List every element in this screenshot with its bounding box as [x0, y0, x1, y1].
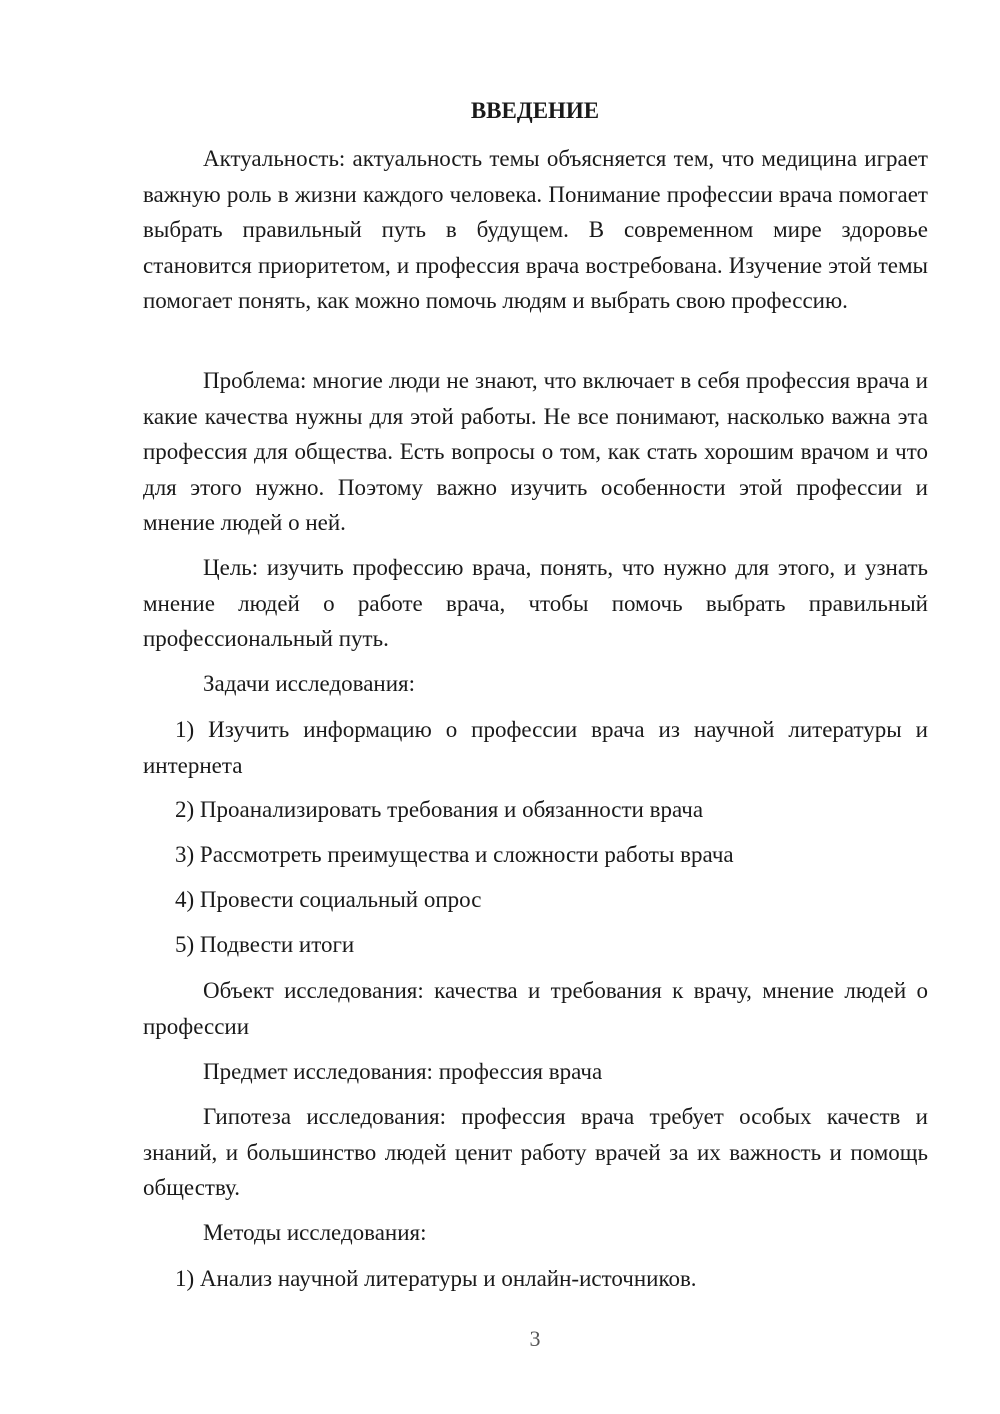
goal-paragraph: Цель: изучить профессию врача, понять, что нужно для этого, и узнать мнение людей о работе врача, чтобы помочь выбрать правильный профессиональный путь. — [143, 555, 928, 651]
page-number: 3 — [529, 1326, 541, 1351]
task-item: 3) Рассмотреть преимущества и сложности работы врача — [175, 842, 734, 867]
hypothesis-paragraph: Гипотеза исследования: профессия врача требует особых качеств и знаний, и большинство людей ценит работу врачей за их важность и помощь обществу. — [143, 1104, 928, 1200]
object-paragraph: Объект исследования: качества и требования к врачу, мнение людей о профессии — [143, 978, 928, 1039]
relevance-paragraph: Актуальность: актуальность темы объясняется тем, что медицина играет важную роль в жизни каждого человека. Понимание профессии врача помогает выбрать правильный путь в будущем. В современном мире здоровье становится приоритетом, и профессия врача востребована. Изучение этой темы помогает понять, как можно помочь людям и выбрать свою профессию. — [143, 146, 928, 313]
task-item: 1) Изучить информацию о профессии врача из научной литературы и интернета — [143, 717, 928, 778]
problem-paragraph: Проблема: многие люди не знают, что включает в себя профессия врача и какие качества нужны для этой работы. Не все понимают, насколько важна эта профессия для общества. Есть вопросы о том, как стать хорошим врачом и что для этого нужно. Поэтому важно изучить особенности этой профессии и мнение людей о ней. — [143, 368, 928, 535]
task-item: 4) Провести социальный опрос — [175, 887, 482, 912]
task-item: 2) Проанализировать требования и обязанности врача — [175, 797, 704, 822]
methods-heading: Методы исследования: — [203, 1220, 427, 1245]
task-item: 5) Подвести итоги — [175, 932, 355, 957]
page-title: ВВЕДЕНИЕ — [470, 98, 600, 123]
tasks-heading: Задачи исследования: — [203, 671, 416, 696]
subject-paragraph: Предмет исследования: профессия врача — [203, 1059, 603, 1084]
method-item: 1) Анализ научной литературы и онлайн-источников. — [175, 1266, 697, 1291]
